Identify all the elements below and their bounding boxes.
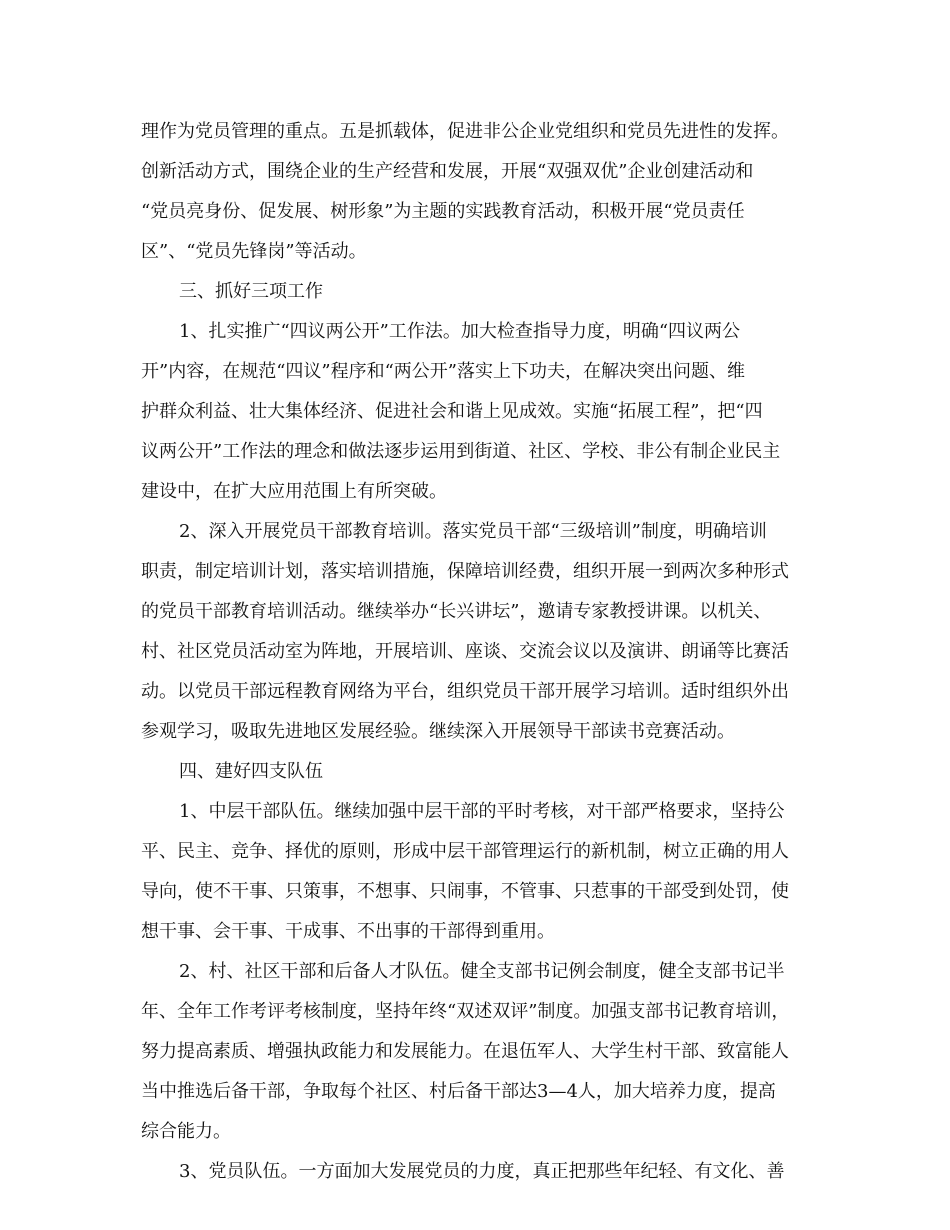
text-line: 村、社区党员活动室为阵地，开展培训、座谈、交流会议以及演讲、朗诵等比赛活 — [141, 641, 789, 662]
text-line: 当中推选后备干部，争取每个社区、村后备干部达3—4人，加大培养力度，提高 — [141, 1081, 776, 1102]
text-line: 议两公开”工作法的理念和做法逐步运用到街道、社区、学校、非公有制企业民主 — [141, 441, 781, 462]
text-line: 平、民主、竞争、择优的原则，形成中层干部管理运行的新机制，树立正确的用人 — [141, 841, 789, 862]
text-line: 创新活动方式，围绕企业的生产经营和发展，开展“双强双优”企业创建活动和 — [141, 161, 754, 182]
section-heading: 三、抓好三项工作 — [179, 281, 323, 302]
text-line: 参观学习，吸取先进地区发展经验。继续深入开展领导干部读书竞赛活动。 — [141, 721, 735, 742]
text-line: 区”、“党员先锋岗”等活动。 — [141, 241, 367, 262]
text-line: 建设中，在扩大应用范围上有所突破。 — [141, 481, 447, 502]
text-line: 3、党员队伍。一方面加大发展党员的力度，真正把那些年纪轻、有文化、善 — [179, 1161, 785, 1182]
document-body — [141, 112, 831, 1192]
section-heading: 四、建好四支队伍 — [179, 761, 323, 782]
text-line: 努力提高素质、增强执政能力和发展能力。在退伍军人、大学生村干部、致富能人 — [141, 1041, 789, 1062]
text-line: 理作为党员管理的重点。五是抓载体，促进非公企业党组织和党员先进性的发挥。 — [141, 121, 789, 142]
text-line: 开”内容，在规范“四议”程序和“两公开”落实上下功夫，在解决突出问题、维 — [141, 361, 746, 382]
text-line: 1、中层干部队伍。继续加强中层干部的平时考核，对干部严格要求，坚持公 — [179, 801, 785, 822]
text-line: 职责，制定培训计划，落实培训措施，保障培训经费，组织开展一到两次多种形式 — [141, 561, 789, 582]
text-line: “党员亮身份、促发展、树形象”为主题的实践教育活动，积极开展“党员责任 — [141, 201, 745, 222]
text-line: 想干事、会干事、干成事、不出事的干部得到重用。 — [141, 921, 555, 942]
text-line: 导向，使不干事、只策事，不想事、只闹事，不管事、只惹事的干部受到处罚，使 — [141, 881, 789, 902]
text-line: 动。以党员干部远程教育网络为平台，组织党员干部开展学习培训。适时组织外出 — [141, 681, 789, 702]
text-line: 护群众利益、壮大集体经济、促进社会和谐上见成效。实施“拓展工程”，把“四 — [141, 401, 763, 422]
text-line: 综合能力。 — [141, 1121, 231, 1142]
text-line: 的党员干部教育培训活动。继续举办“长兴讲坛”，邀请专家教授讲课。以机关、 — [141, 601, 772, 622]
text-line: 1、扎实推广“四议两公开”工作法。加大检查指导力度，明确“四议两公 — [179, 321, 741, 342]
text-line: 2、深入开展党员干部教育培训。落实党员干部“三级培训”制度，明确培训 — [179, 521, 767, 542]
text-line: 年、全年工作考评考核制度，坚持年终“双述双评”制度。加强支部书记教育培训， — [141, 1001, 790, 1022]
text-line: 2、村、社区干部和后备人才队伍。健全支部书记例会制度，健全支部书记半 — [179, 961, 785, 982]
